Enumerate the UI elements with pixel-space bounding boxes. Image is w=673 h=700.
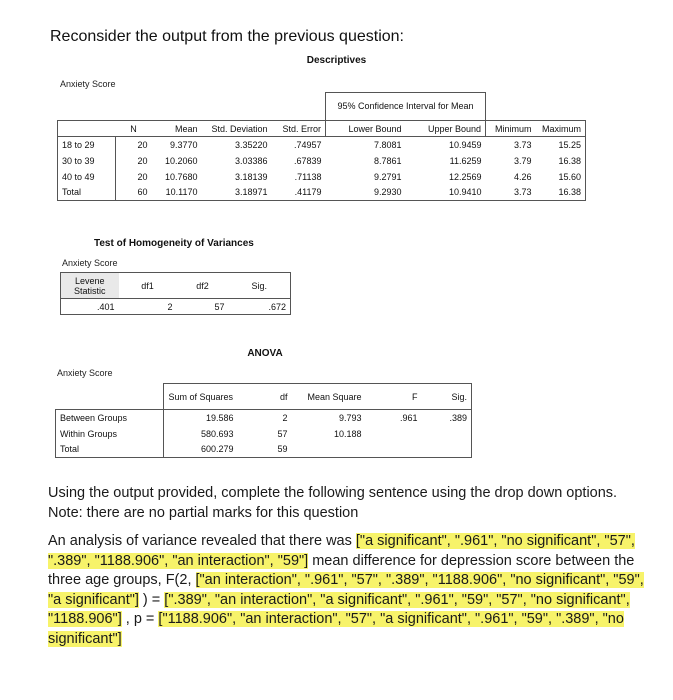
col-f: F xyxy=(366,384,422,410)
col-lower-bound: Lower Bound xyxy=(326,121,406,137)
anova-dv-label: Anxiety Score xyxy=(57,368,113,378)
fill-in-sentence xyxy=(48,532,652,649)
col-se: Std. Error xyxy=(272,121,326,137)
table-row: 40 to 49 20 10.7680 3.18139 .71138 9.2791 12.2569 4.26 15.60 xyxy=(58,169,586,185)
sentence-part-4: , p = xyxy=(121,611,159,627)
levene-header: Levene Statistic xyxy=(61,273,119,299)
sig-header: Sig. xyxy=(229,273,291,299)
table-row: Between Groups 19.586 2 9.793 .961 .389 xyxy=(56,410,472,426)
instructions-text: Using the output provided, complete the following sentence using the drop down options. Note: there are no partial marks for this question xyxy=(48,485,618,521)
col-sd: Std. Deviation xyxy=(202,121,272,137)
col-mean-square: Mean Square xyxy=(292,384,366,410)
table-row: 30 to 39 20 10.2060 3.03386 .67839 8.7861 11.6259 3.79 16.38 xyxy=(58,153,586,169)
col-sum-of-squares: Sum of Squares xyxy=(164,384,238,410)
homogeneity-title: Test of Homogeneity of Variances xyxy=(94,238,254,249)
col-upper-bound: Upper Bound xyxy=(406,121,486,137)
df2-value: 57 xyxy=(177,299,229,315)
descriptives-title: Descriptives xyxy=(306,55,367,66)
homogeneity-dv-label: Anxiety Score xyxy=(62,258,118,268)
dropdown-df-within[interactable]: ["an interaction", ".961", "57", ".389", "1188.906", "no significant", "59", "a significant"] xyxy=(48,572,644,608)
col-minimum: Minimum xyxy=(486,121,536,137)
homogeneity-table xyxy=(60,272,291,315)
col-maximum: Maximum xyxy=(536,121,586,137)
table-row: 18 to 29 20 9.3770 3.35220 .74957 7.8081 10.9459 3.73 15.25 xyxy=(58,137,586,153)
col-mean: Mean xyxy=(152,121,202,137)
sentence-part-1: An analysis of variance revealed that there was xyxy=(48,533,356,549)
dropdown-significance[interactable]: ["a significant", ".961", "no significant", "57", ".389", "1188.906", "an interaction", "59"] xyxy=(48,533,635,569)
dropdown-p-value[interactable]: ["1188.906", "an interaction", "57", "a significant", ".961", "59", ".389", "no significant"] xyxy=(48,611,624,647)
ci-header: 95% Confidence Interval for Mean xyxy=(326,93,486,121)
table-row: Total 60 10.1170 3.18971 .41179 9.2930 10.9410 3.73 16.38 xyxy=(58,185,586,201)
anova-table xyxy=(55,383,472,458)
anova-title: ANOVA xyxy=(247,348,283,359)
levene-value: .401 xyxy=(61,299,119,315)
df1-header: df1 xyxy=(119,273,177,299)
question-title: Reconsider the output from the previous question: xyxy=(50,28,404,45)
descriptives-table xyxy=(57,92,586,201)
col-df: df xyxy=(238,384,292,410)
col-sig: Sig. xyxy=(422,384,472,410)
table-row: Within Groups 580.693 57 10.188 xyxy=(56,426,472,442)
col-n: N xyxy=(116,121,152,137)
table-row: Total 600.279 59 xyxy=(56,442,472,458)
dropdown-f-value[interactable]: [".389", "an interaction", "a significant", ".961", "59", "57", "no significant", "1188.906"] xyxy=(48,591,630,627)
descriptives-dv-label: Anxiety Score xyxy=(60,79,116,89)
df1-value: 2 xyxy=(119,299,177,315)
sentence-part-2: mean difference for depression score between the three age groups, F(2, xyxy=(48,552,635,588)
sentence-part-3: ) = xyxy=(138,591,165,608)
df2-header: df2 xyxy=(177,273,229,299)
sig-value: .672 xyxy=(229,299,291,315)
